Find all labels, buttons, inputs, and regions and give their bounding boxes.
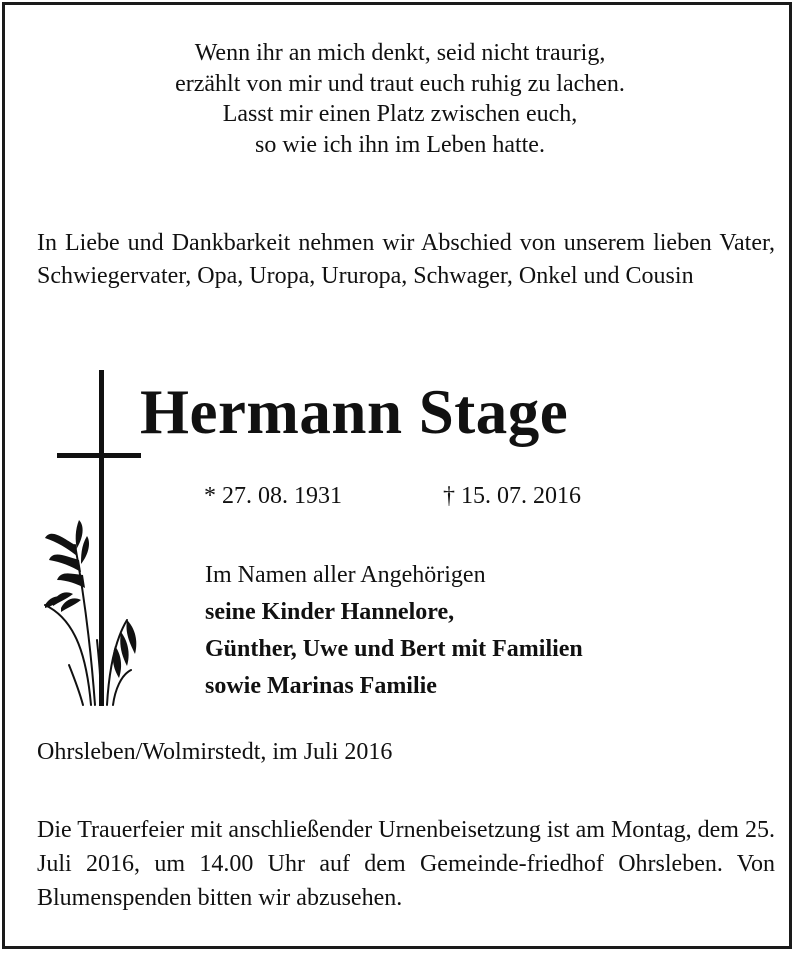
cross-with-wheat-icon — [35, 370, 145, 710]
place-date: Ohrsleben/Wolmirstedt, im Juli 2016 — [37, 739, 393, 765]
birth-date: * 27. 08. 1931 — [204, 483, 342, 509]
signers-intro: Im Namen aller Angehörigen — [205, 562, 486, 588]
deceased-name: Hermann Stage — [140, 377, 569, 447]
poem-line: Lasst mir einen Platz zwischen euch, — [222, 101, 578, 127]
signers-line: sowie Marinas Familie — [205, 673, 437, 699]
signers-line: seine Kinder Hannelore, — [205, 599, 455, 625]
death-date: † 15. 07. 2016 — [443, 483, 581, 509]
poem — [5, 38, 795, 160]
obituary-notice — [2, 2, 792, 949]
poem-line: so wie ich ihn im Leben hatte. — [255, 131, 545, 158]
poem-line: Wenn ihr an mich denkt, seid nicht traurig, — [194, 40, 606, 66]
signers-line: Günther, Uwe und Bert mit Familien — [205, 636, 583, 662]
intro-text: In Liebe und Dankbarkeit nehmen wir Abschied von unserem lieben Vater, Schwiegervater, Opa, Uropa, Ururopa, Schwager, Onkel und Cousin — [37, 230, 775, 289]
poem-line: erzählt von mir und traut euch ruhig zu lachen. — [175, 70, 625, 97]
service-details: Die Trauerfeier mit anschließender Urnenbeisetzung ist am Montag, dem 25. Juli 2016, um 14.00 Uhr auf dem Gemeinde-friedhof Ohrsleben. Von Blumenspenden bitten wir abzusehen. — [37, 817, 775, 911]
signers — [205, 557, 583, 705]
